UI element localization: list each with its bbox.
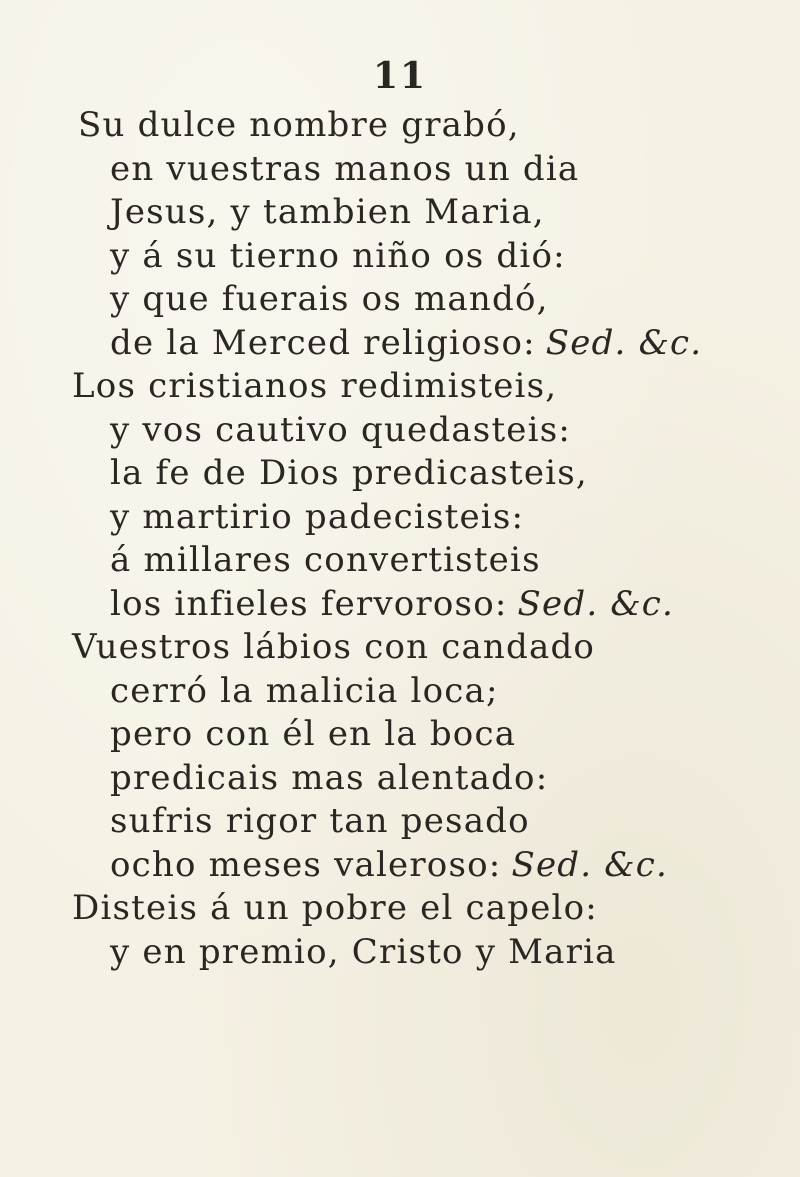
verse-line [72,931,772,975]
verse-line-text: Jesus, y tambien Maria, [110,192,545,232]
verse-line [72,844,772,888]
verse-line [72,496,772,540]
verse-line [72,757,772,801]
verse-line [72,452,772,496]
verse-line-text: pero con él en la boca [110,714,517,754]
verse-line [72,800,772,844]
verse-line [72,104,772,148]
refrain-marker: Sed. &c. [517,583,675,624]
verse-line [72,539,772,583]
verse-line [72,322,772,366]
verse-line-text: y que fuerais os mandó, [110,279,549,319]
verse-line [72,670,772,714]
verse-line-text: los infieles fervoroso: [110,583,508,624]
verse-line-text: y martirio padecisteis: [110,496,525,537]
verse-line [72,626,772,670]
stanza [72,104,772,365]
verse-line-text: Los cristianos redimisteis, [72,366,558,406]
verse-line [72,409,772,453]
verse-line [72,235,772,279]
refrain-marker: Sed. &c. [545,322,703,363]
verse-line [72,713,772,757]
verse-line-text: en vuestras manos un dia [110,148,580,189]
verse-line-text: Disteis á un pobre el capelo: [72,888,598,928]
verse-line [72,191,772,235]
verse-line-text: y á su tierno niño os dió: [110,235,566,276]
stanza [72,365,772,626]
stanza [72,887,772,974]
stanza [72,626,772,887]
verse-text [72,104,772,974]
verse-line [72,148,772,192]
verse-line-text: sufris rigor tan pesado [110,801,530,841]
verse-line-text: á millares convertisteis [110,540,541,580]
verse-line-text: cerró la malicia loca; [110,670,499,711]
verse-line-text: Su dulce nombre grabó, [78,105,520,145]
refrain-marker: Sed. &c. [511,844,668,885]
verse-line [72,278,772,322]
verse-line-text: predicais mas alentado: [110,757,549,798]
verse-line-text: y en premio, Cristo y Maria [110,931,617,972]
verse-line-text: de la Merced religioso: [110,322,536,363]
verse-line-text: Vuestros lábios con candado [72,627,596,667]
page-number: 11 [372,55,428,97]
verse-line-text: la fe de Dios predicasteis, [110,453,588,493]
verse-line [72,365,772,409]
verse-line [72,583,772,627]
verse-line-text: ocho meses valeroso: [110,844,502,885]
verse-line-text: y vos cautivo quedasteis: [110,409,572,450]
verse-line [72,887,772,931]
